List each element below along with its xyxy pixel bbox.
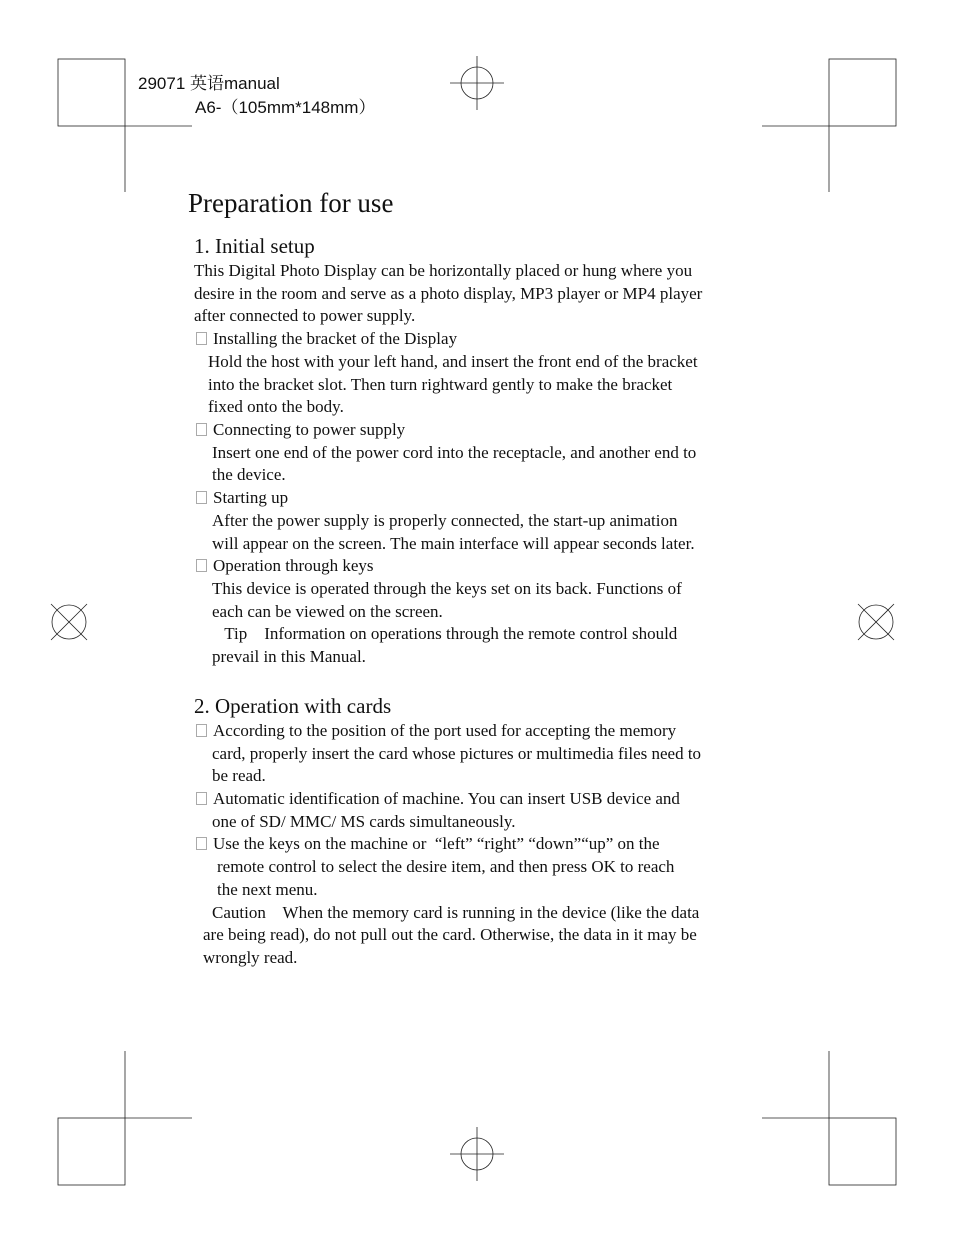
section-heading-initial-setup: 1. Initial setup (194, 234, 315, 258)
item-label: According to the position of the port used for accepting the memory (213, 721, 677, 740)
bullet-box-icon (196, 837, 207, 850)
item-label: Automatic identification of machine. You can insert USB device and (213, 789, 680, 808)
intro-line: after connected to power supply. (194, 306, 416, 325)
item-line: After the power supply is properly connected, the start-up animation (212, 511, 678, 530)
item-power-supply (196, 419, 405, 441)
registration-mark-bottom (450, 1127, 504, 1181)
crop-mark-bottom-left (58, 1051, 192, 1185)
item-line: card, properly insert the card whose pictures or multimedia files need to (212, 744, 702, 763)
bullet-box-icon (196, 332, 207, 345)
bullet-box-icon (196, 724, 207, 737)
item-operation-keys (196, 555, 374, 577)
bullet-box-icon (196, 792, 207, 805)
item-label: Connecting to power supply (213, 420, 406, 439)
card-item (196, 788, 680, 810)
card-item (196, 720, 676, 742)
crop-mark-top-right (762, 59, 896, 192)
caution-line: are being read), do not pull out the card. Otherwise, the data in it may be (203, 925, 697, 944)
tip-line: prevail in this Manual. (212, 647, 366, 666)
item-label: Operation through keys (213, 556, 374, 575)
item-line: the next menu. (217, 880, 318, 899)
intro-line: This Digital Photo Display can be horizontally placed or hung where you (194, 261, 693, 280)
bullet-box-icon (196, 559, 207, 572)
card-item (196, 833, 660, 855)
caution-line: wrongly read. (203, 948, 298, 967)
page-title: Preparation for use (188, 188, 394, 218)
bullet-box-icon (196, 491, 207, 504)
item-installing-bracket (196, 328, 457, 350)
registration-mark-right (858, 604, 894, 640)
job-label: 29071 英语manual (138, 74, 280, 93)
crop-mark-bottom-right (762, 1051, 896, 1185)
bullet-box-icon (196, 423, 207, 436)
item-line: Insert one end of the power cord into the receptacle, and another end to (212, 443, 697, 462)
registration-mark-left (51, 604, 87, 640)
item-line: be read. (212, 766, 266, 785)
item-line: Hold the host with your left hand, and insert the front end of the bracket (208, 352, 698, 371)
item-line: This device is operated through the keys set on its back. Functions of (212, 579, 682, 598)
item-line: one of SD/ MMC/ MS cards simultaneously. (212, 812, 516, 831)
caution-line: Caution When the memory card is running in the device (like the data (212, 903, 700, 922)
section-heading-operation-cards: 2. Operation with cards (194, 694, 392, 718)
item-starting-up (196, 487, 288, 509)
intro-line: desire in the room and serve as a photo display, MP3 player or MP4 player (194, 284, 703, 303)
item-line: will appear on the screen. The main interface will appear seconds later. (212, 534, 695, 553)
item-line: into the bracket slot. Then turn rightward gently to make the bracket (208, 375, 673, 394)
format-label: A6-（105mm*148mm） (195, 98, 376, 117)
item-line: fixed onto the body. (208, 397, 344, 416)
item-label: Starting up (213, 488, 289, 507)
item-label: Installing the bracket of the Display (213, 329, 458, 348)
registration-mark-top (450, 56, 504, 110)
tip-line: Tip Information on operations through the remote control should (216, 624, 678, 643)
item-line: each can be viewed on the screen. (212, 602, 443, 621)
item-label: Use the keys on the machine or “left” “right” “down”“up” on the (213, 834, 660, 853)
item-line: remote control to select the desire item, and then press OK to reach (217, 857, 675, 876)
item-line: the device. (212, 465, 286, 484)
